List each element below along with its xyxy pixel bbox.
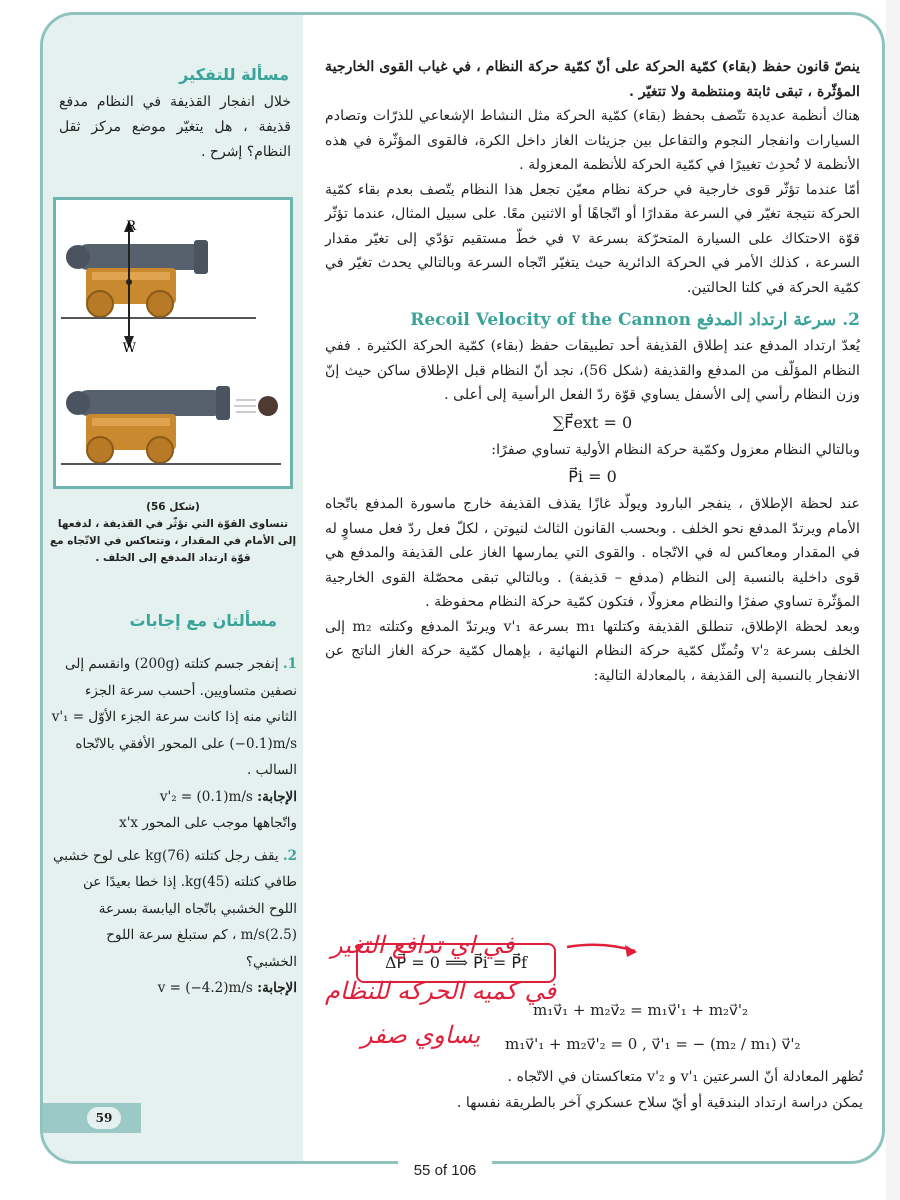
- paragraph-external-forces: أمّا عندما تؤثّر قوى خارجية في حركة نظام معيّن تجعل هذا النظام يتّصف بعدم بقاء كمّية الحركة نتيجة تغيّر في السرعة مقدارًا أو اتّجاهًا أو الاثنين معًا. على سبيل المثال، عندما تؤثّر قوّة الاحتكاك على السيارة المتحرّكة بسرعة v في خطّ مستقيم تؤدّي إلى تغيّر مقدار السرعة ، كذلك الأمر في الحركة الدائرية حيث يتغيّر اتّجاه السرعة وبالتالي يحدث تغيّر في كمّية الحركة في كلتا الحالتين.: [325, 181, 861, 296]
- cannon-figure: [53, 197, 293, 489]
- handwritten-note-line-3: يساوي صفر: [361, 1021, 481, 1049]
- label-R: R: [126, 219, 136, 234]
- problem-2-answer-value: v = (−4.2)m/s: [157, 980, 253, 996]
- paragraph-after-firing: وبعد لحظة الإطلاق، تنطلق القذيفة وكتلتها m₁ بسرعة v'₁ ويرتدّ المدفع وكتلته m₂ إلى الخلف بسرعة v'₂ وتُمثّل كمّية حركة النظام النهائية ، بإهمال كمّية حركة الغاز الناتج عن الانفجار بالنسبة إلى القذيفة ، بالمعادلة التالية:: [325, 618, 860, 684]
- conservation-law-statement: ينصّ قانون حفظ (بقاء) كمّية الحركة على أنّ كمّية حركة النظام ، في غياب القوى الخارجية المؤثّرة ، تبقى ثابتة ومنتظمة ولا تتغيّر .: [325, 59, 860, 100]
- handwritten-note-line-1: في اي تدافع التغير: [331, 931, 515, 959]
- page-number-bar: [43, 1103, 141, 1133]
- problem-1-answer-value: v'₂ = (0.1)m/s: [159, 788, 253, 805]
- page-number: 59: [87, 1107, 121, 1129]
- figure-caption-title: (شكل 56): [146, 501, 200, 513]
- problem-2-answer-label: الإجابة:: [257, 980, 297, 996]
- equation-net-external-force: ∑F⃗ext = 0: [552, 412, 633, 432]
- problem-2-text: يقف رجل كتلته (76)kg على لوح خشبي طافي كتلته (45)kg. إذا خطا بعيدًا عن اللوح الخشبي باتّجاه اليابسة بسرعة (2.5)m/s ، كم ستبلغ سرعة اللوح الخشبي؟: [53, 847, 297, 970]
- problem-2-number: 2.: [282, 847, 297, 864]
- cannon-illustration: [56, 200, 290, 486]
- sidebar: [43, 15, 303, 1161]
- figure-caption-text: تتساوى القوّة التي تؤثّر في القذيفة ، لدفعها إلى الأمام في المقدار ، وتتعاكس في الاتّجاه مع قوّة ارتداد المدفع إلى الخلف .: [49, 518, 297, 564]
- problem-1-answer-text: واتّجاهها موجب على المحور x'x: [119, 815, 297, 831]
- paragraph-opposite-velocities: تُظهر المعادلة أنّ السرعتين v'₁ و v'₂ متعاكستان في الاتّجاه .: [507, 1069, 863, 1085]
- textbook-page: [40, 12, 885, 1164]
- thinking-problem-title: مسألة للتفكير: [179, 65, 289, 84]
- thinking-problem-text: خلال انفجار القذيفة في النظام مدفع قذيفة ، هل يتغيّر موضع مركز ثقل النظام؟ إشرح .: [59, 94, 291, 160]
- paragraph-rifle-recoil: يمكن دراسة ارتداد البندقية أو أيّ سلاح عسكري آخر بالطريقة نفسها .: [456, 1095, 863, 1111]
- equation-momentum-balance: m₁v⃗₁ + m₂v⃗₂ = m₁v⃗'₁ + m₂v⃗'₂: [533, 1001, 749, 1019]
- page-indicator: 55 of 106: [398, 1156, 492, 1186]
- equation-initial-momentum: P⃗i = 0: [568, 467, 617, 486]
- cannon-bottom-icon: [61, 386, 281, 464]
- problem-1: [51, 651, 297, 784]
- paragraph-firing-moment: عند لحظة الإطلاق ، ينفجر البارود ويولّد غازًا يقذف القذيفة خارج ماسورة المدفع باتّجاه الأمام ويرتدّ المدفع نحو الخلف . وبحسب القانون الثالث لنيوتن ، لكلّ فعل ردّ فعل مساوٍ له في المقدار ومعاكس له في الاتّجاه . والقوى التي يمارسها الغاز على القذيفة والمدفع هي قوى داخلية بالنسبة إلى النظام (مدفع – قذيفة) . وبالتالي تبقى محصّلة القوى الخارجية المؤثّرة تساوي صفرًا والنظام معزولًا ، فتكون كمّية حركة النظام محفوظة .: [325, 496, 860, 610]
- problem-1-text: إنفجر جسم كتلته (200g) وانقسم إلى نصفين متساويين. أحسب سرعة الجزء الثاني منه إذا كانت سرعة الجزء الأوّل v'₁ = (−0.1)m/s على المحور الأفقي بالاتّجاه السالب .: [51, 656, 297, 778]
- equation-momentum-conserved-box: ΔP⃗ = 0 ⟹ P⃗i = P⃗f: [356, 943, 556, 983]
- cannon-top-icon: [61, 240, 256, 318]
- problem-2: [51, 843, 297, 976]
- paragraph-recoil-intro: يُعدّ ارتداد المدفع عند إطلاق القذيفة أحد تطبيقات حفظ (بقاء) كمّية الحركة الكثيرة . ففي النظام المؤلّف من المدفع والقذيفة (شكل 56)، نجد أنّ النظام قبل الإطلاق ساكن حيث إنّ وزن النظام رأسي إلى الأسفل يساوي قوّة ردّ الفعل الرأسية إلى أعلى .: [325, 338, 860, 403]
- section-heading: [325, 310, 860, 330]
- section-number: 2.: [842, 310, 860, 330]
- viewer-right-strip: [886, 0, 900, 1200]
- paragraph-initial-momentum: وبالتالي النظام معزول وكمّية حركة النظام الأولية تساوي صفرًا:: [491, 441, 860, 458]
- problem-1-number: 1.: [282, 656, 297, 672]
- label-W: W: [122, 341, 136, 356]
- paragraph-isolated-systems: هناك أنظمة عديدة تتّصف بحفظ (بقاء) كمّية الحركة مثل النشاط الإشعاعي للذرّات وتصادم السيارات وانفجار النجوم والتفاعل بين جزيئات الغاز داخل الكرة، فالقوى المؤثّرة في هذه الأنظمة لا تُحدِث تغييرًا في كمّية الحركة للأنظمة المعزولة .: [325, 108, 860, 173]
- section-title-arabic: سرعة ارتداد المدفع: [696, 310, 837, 330]
- annotation-arrow-icon: [563, 935, 643, 965]
- handwritten-note-line-2: في كميه الحركه للنظام: [325, 977, 557, 1005]
- answers-title: مسألتان مع إجابات: [129, 611, 277, 630]
- problem-1-answer-label: الإجابة:: [257, 788, 297, 805]
- answered-problems: [51, 651, 297, 1002]
- cannonball-icon: [234, 396, 278, 416]
- figure-caption: [49, 499, 297, 567]
- section-title-english: Recoil Velocity of the Cannon: [410, 310, 691, 330]
- problem-2-answer: [51, 975, 297, 1002]
- problem-1-answer: [51, 784, 297, 811]
- equation-recoil-velocity: m₁v⃗'₁ + m₂v⃗'₂ = 0 , v⃗'₁ = − (m₂ / m₁) v⃗'₂: [505, 1035, 801, 1053]
